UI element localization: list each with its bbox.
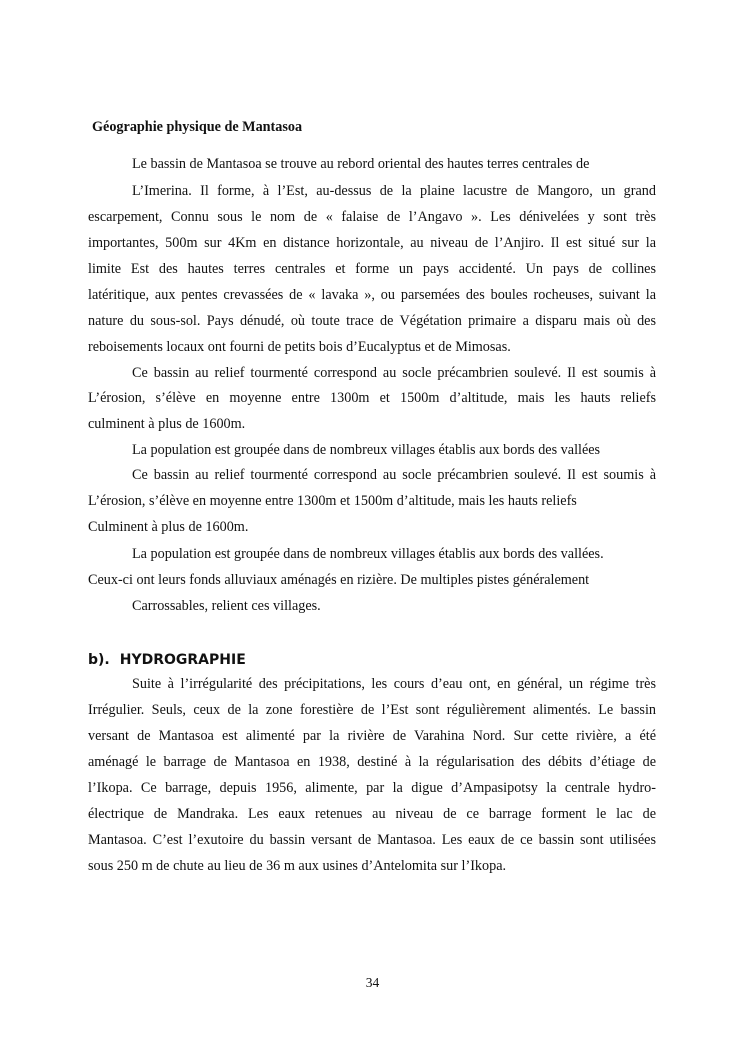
text-line: importantes, 500m sur 4Km en distance horizontale, au niveau de l’Anjiro. Il est situé sur la [88,235,656,251]
text-line: L’érosion, s’élève en moyenne entre 1300m et 1500m d’altitude, mais les hauts reliefs [88,390,656,406]
text-line: sous 250 m de chute au lieu de 36 m aux usines d’Antelomita sur l’Ikopa. [88,858,507,874]
text-line: L’érosion, s’élève en moyenne entre 1300m et 1500m d’altitude, mais les hauts reliefs [88,493,577,509]
text-line: Ce bassin au relief tourmenté correspond au socle précambrien soulevé. Il est soumis à [132,467,656,483]
text-line: reboisements locaux ont fourni de petits bois d’Eucalyptus et de Mimosas. [88,339,511,355]
text-line: La population est groupée dans de nombreux villages établis aux bords des vallées. [132,546,604,562]
section-title-geographie: Géographie physique de Mantasoa [92,119,303,135]
text-line: Culminent à plus de 1600m. [88,519,249,535]
text-line: Suite à l’irrégularité des précipitations, les cours d’eau ont, en général, un régime très [132,676,656,692]
text-line: culminent à plus de 1600m. [88,416,246,432]
text-line: Irrégulier. Seuls, ceux de la zone forestière de l’Est sont régulièrement alimentés. Le bassin [88,702,656,718]
text-line: nature du sous-sol. Pays dénudé, où toute trace de Végétation primaire a disparu mais où des [88,313,656,329]
text-line: Ce bassin au relief tourmenté correspond au socle précambrien soulevé. Il est soumis à [132,365,656,381]
section-heading-hydrographie [88,652,246,668]
text-line: électrique de Mandraka. Les eaux retenues au niveau de ce barrage forment le lac de [88,806,656,822]
text-line: L’Imerina. Il forme, à l’Est, au-dessus de la plaine lacustre de Mangoro, un grand [132,183,656,199]
section-title: HYDROGRAPHIE [119,652,246,668]
text-line: Mantasoa. C’est l’exutoire du bassin versant de Mantasoa. Les eaux de ce bassin sont utilisées [88,832,656,848]
text-line: limite Est des hautes terres centrales et forme un pays accidenté. Un pays de collines [88,261,656,277]
page-number: 34 [365,975,380,990]
text-line: l’Ikopa. Ce barrage, depuis 1956, alimente, par la digue d’Ampasipotsy la centrale hydro- [88,780,656,796]
text-line: Carrossables, relient ces villages. [132,598,321,614]
text-line: Ceux-ci ont leurs fonds alluviaux aménagés en rizière. De multiples pistes généralement [88,572,590,588]
text-line: latéritique, aux pentes crevassées de « lavaka », ou parsemées des boules rocheuses, suivant la [88,287,656,303]
text-line: Le bassin de Mantasoa se trouve au rebord oriental des hautes terres centrales de [132,156,590,172]
text-line: La population est groupée dans de nombreux villages établis aux bords des vallées [132,442,601,458]
text-line: aménagé le barrage de Mantasoa en 1938, destiné à la régularisation des débits d’étiage de [88,754,656,770]
text-line: escarpement, Connu sous le nom de « falaise de l’Angavo ». Les dénivelées y sont très [88,209,656,225]
section-label: b). [88,652,110,668]
text-line: versant de Mantasoa est alimenté par la rivière de Varahina Nord. Sur cette rivière, a été [88,728,656,744]
